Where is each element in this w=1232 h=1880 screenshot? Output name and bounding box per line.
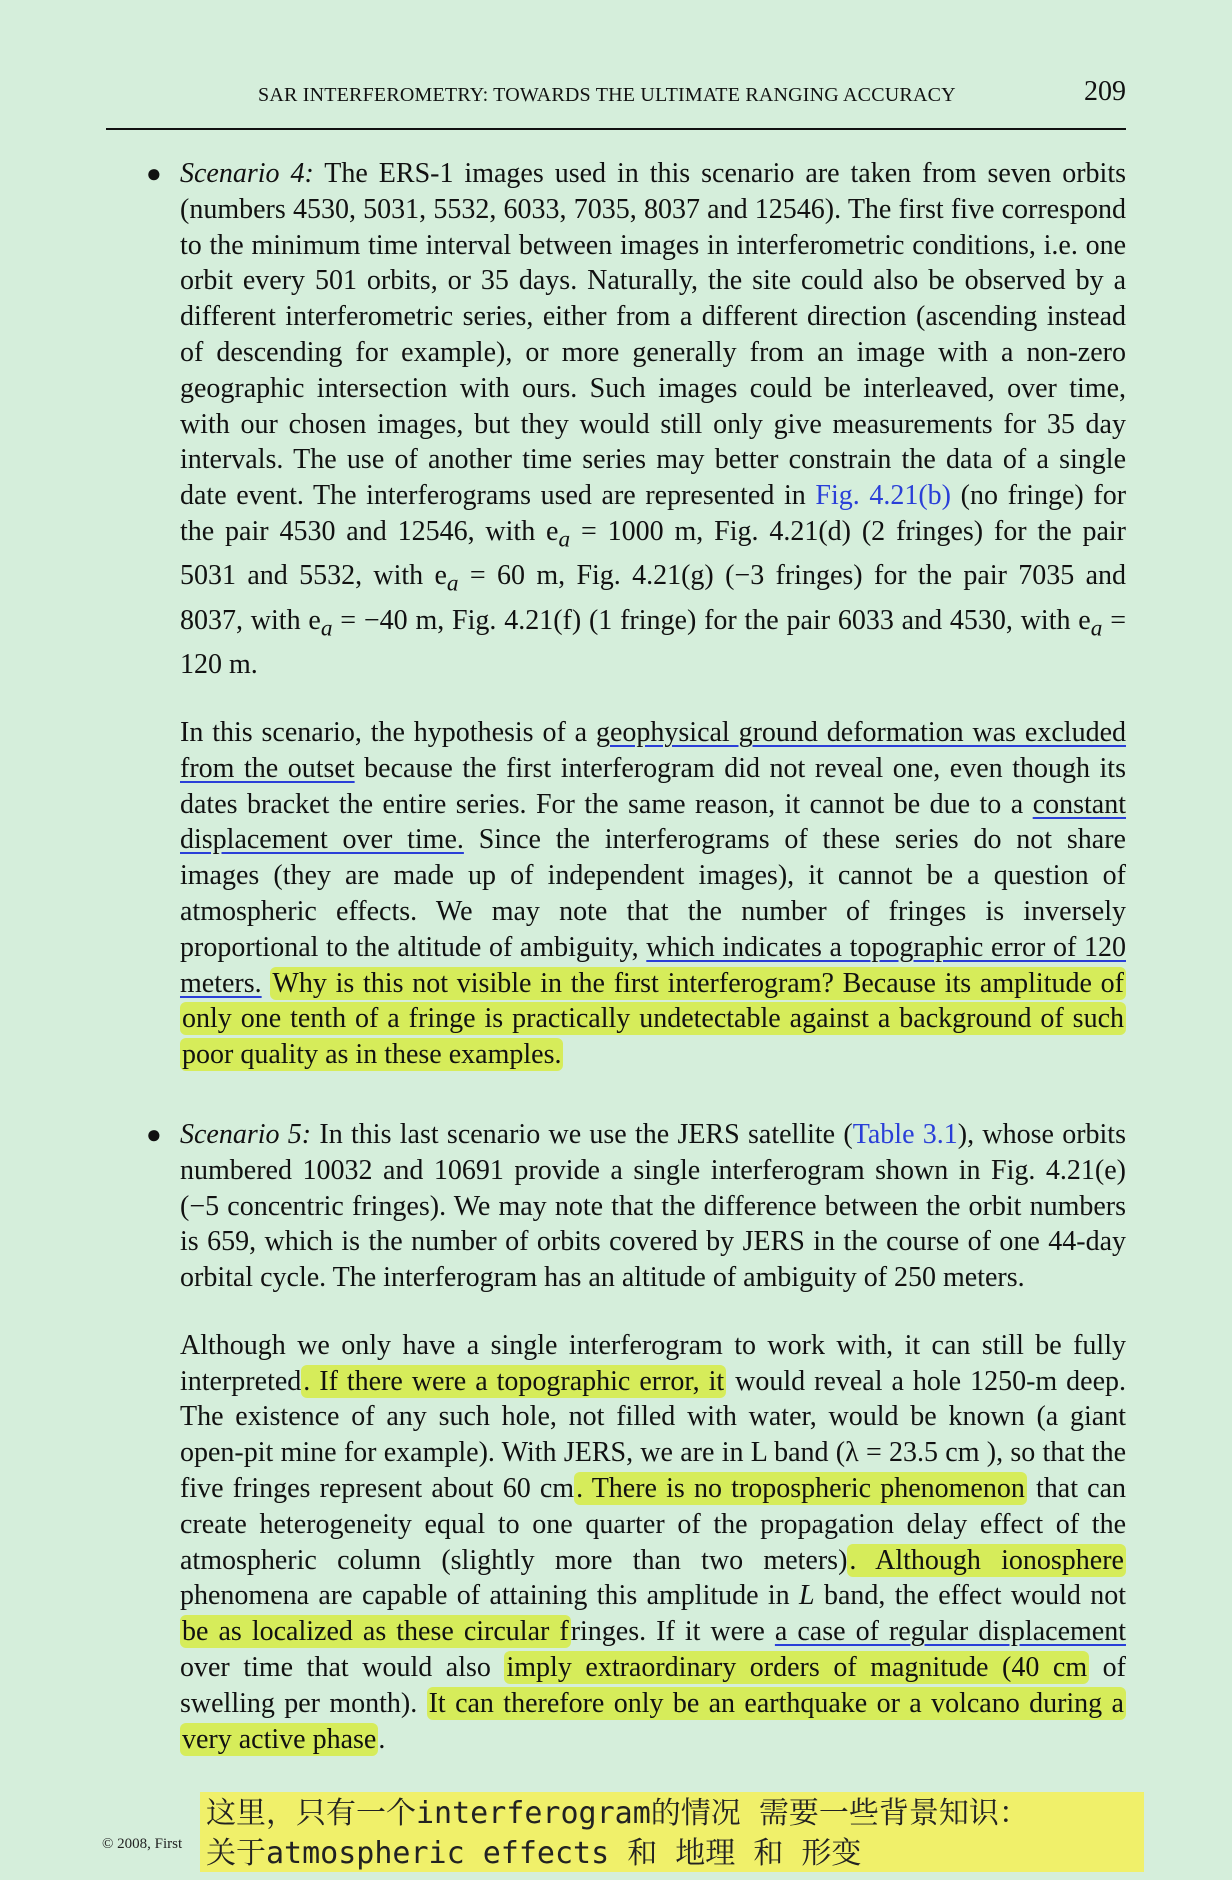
scenario-4-label: Scenario 4: xyxy=(180,158,314,189)
annotation-underline: a case of regular displacement xyxy=(774,1616,1126,1648)
annotation-underline: constant displacement over time. xyxy=(180,788,1126,856)
annotation-highlight: be as localized as these circular f xyxy=(182,1616,569,1648)
note-line-1: 这里，只有一个interferogram的情况 需要一些背景知识： xyxy=(206,1796,1029,1831)
scenario-4-paragraph-2: In this scenario, the hypothesis of a geophysical ground deformation was excluded from the outset because the first interferogram did not reveal one, even though its dates bracket the entire series. For the same reason, it cannot be due to a constant displacement over time. Since the interferograms of these series do not share images (they are made up of independent images), it cannot be a question of atmospheric effects. We may note that the number of fringes is inversely proportional to the altitude of ambiguity, which indicates a topographic error of 120 meters. Why is this not visible in the first interferogram? Because its amplitude of only one tenth of a fringe is practically undetectable against a background of such poor quality as in these examples. xyxy=(180,716,1126,1071)
annotation-highlight: . Although ionosphere xyxy=(849,1544,1124,1576)
bullet-icon: ● xyxy=(146,159,162,188)
bullet-icon: ● xyxy=(146,1119,162,1149)
scenario-5-paragraph-2: Although we only have a single interferogram to work with, it can still be fully interpreted. If there were a topographic error, it would reveal a hole 1250-m deep. The existence of any such hole, not filled with water, would be known (a giant open-pit mine for example). With JERS, we are in L band (λ = 23.5 cm ), so that the five fringes represent about 60 cm. There is no tropospheric phenomenon that can create heterogeneity equal to one quarter of the propagation delay effect of the atmospheric column (slightly more than two meters). Although ionosphere phenomena are capable of attaining this amplitude in L band, the effect would not be as localized as these circular fringes. If it were a case of regular displacement over time that would also imply extraordinary orders of magnitude (40 cm of swelling per month). It can therefore only be an earthquake or a volcano during a very active phase. xyxy=(180,1329,1127,1755)
note-line-2: 关于atmospheric effects 和 地理 和 形变 xyxy=(206,1836,862,1871)
page-number: 209 xyxy=(1084,76,1126,107)
annotation-highlight: . There is no tropospheric phenomenon xyxy=(576,1473,1025,1505)
annotation-highlight: imply extraordinary orders of magnitude (40 cm xyxy=(506,1652,1088,1684)
annotation-highlight: It can therefore only be an earthquake or a volcano during a very active phase xyxy=(182,1687,1124,1755)
page-header xyxy=(106,72,1126,130)
running-title: SAR INTERFEROMETRY: TOWARDS THE ULTIMATE RANGING ACCURACY xyxy=(258,84,956,106)
annotation-underline: geophysical ground deformation was excluded from the outset xyxy=(180,716,1126,784)
scenario-5-paragraph-1: Scenario 5: In this last scenario we use the JERS satellite (Table 3.1), whose orbits numbered 10032 and 10691 provide a single interferogram shown in Fig. 4.21(e) (−5 concentric fringes). We may note that the difference between the orbit numbers is 659, which is the number of orbits covered by JERS in the course of one 44-day orbital cycle. The interferogram has an altitude of ambiguity of 250 meters. xyxy=(180,1118,1126,1294)
scenario-4-paragraph-1: Scenario 4: The ERS-1 images used in this scenario are taken from seven orbits (numbers 4530, 5031, 5532, 6033, 7035, 8037 and 12546). The first five correspond to the minimum time interval between images in interferometric conditions, i.e. one orbit every 501 orbits, or 35 days. Naturally, the site could also be observed by a different interferometric series, either from a different direction (ascending instead of descending for example), or more generally from an image with a non-zero geographic intersection with ours. Such images could be interleaved, over time, with our chosen images, but they would still only give measurements for 35 day intervals. The use of another time series may better constrain the data of a single date event. The interferograms used are represented in Fig. 4.21(b) (no fringe) for the pair 4530 and 12546, with $e_a = 1000$ m, Fig. 4.21(d) (2 fringes) for the pair 5031 and 5532, with $e_a = 60$ m, Fig. 4.21(g) (−3 fringes) for the pair 7035 and 8037, with $e_a = -40$ m, Fig. 4.21(f) (1 fringe) for the pair 6033 and 4530, with $e_a = 120$ m. xyxy=(180,158,1127,681)
annotation-highlight: Why is this not visible in the first interferogram? Because its amplitude of only one tenth of a fringe is practically undetectable against a background of such poor quality as in these examples. xyxy=(182,967,1124,1071)
scenario-5-item xyxy=(146,1117,1127,1758)
annotation-underline: which indicates a topographic error of 120 meters. xyxy=(180,931,1126,999)
main-text xyxy=(146,156,1127,1757)
scenario-5-label: Scenario 5: xyxy=(180,1118,312,1150)
copyright-footer: © 2008, First xyxy=(102,1836,183,1852)
table-3-1-link[interactable]: Table 3.1 xyxy=(852,1118,958,1150)
annotation-highlight: . If there were a topographic error, it xyxy=(303,1365,725,1397)
fig-4-21b-link[interactable]: Fig. 4.21(b) xyxy=(815,480,951,512)
sticky-note-annotation[interactable] xyxy=(200,1792,1144,1872)
scenario-4-item xyxy=(146,156,1127,1073)
